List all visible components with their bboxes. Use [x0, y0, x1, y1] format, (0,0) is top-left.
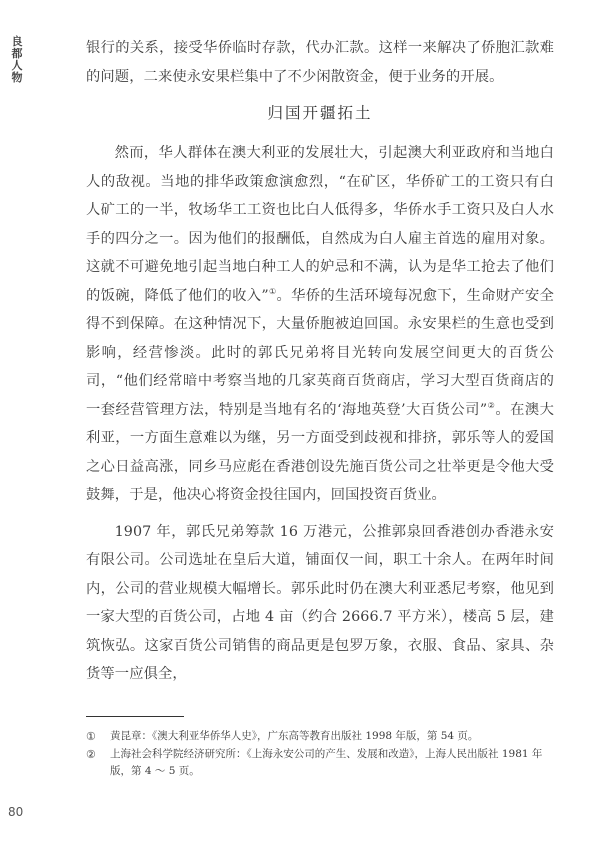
paragraph: 1907 年，郭氏兄弟筹款 16 万港元，公推郭泉回香港创办香港永安有限公司。公司选址在皇后大道，铺面仅一间，职工十余人。在两年时间内，公司的营业规模大幅增长。郭乐此时仍在澳大利亚悉尼考察，他见到一家大型的百货公司，占地 4 亩（约合 2666.7 平方米），楼高 5 层，建筑恢弘。这家百货公司销售的商品更是包罗万象，衣服、食品、家具、杂货等一应俱全， [86, 523, 554, 682]
running-head: 良都人物 [11, 35, 23, 84]
paragraph-text: 。华侨的生活环境每况愈下，生命财产安全得不到保障。在这种情况下，大量侨胞被迫回国。永安果栏的生意也受到影响，经营惨淡。此时的郭氏兄弟将目光转向发展空间更大的百货公司，“他们经常暗中考察当地的几家英商百货商店，学习大型百货商店的一套经营管理方法，特别是当地有名的‘海地英登’大百货公司” [86, 287, 554, 418]
footnote-1 [86, 728, 552, 745]
paragraph-text: 然而，华人群体在澳大利亚的发展壮大，引起澳大利亚政府和当地白人的敌视。当地的排华政策愈演愈烈，“在矿区，华侨矿工的工资只有白人矿工的一半，牧场华工工资也比白人低得多，华侨水手工资只及白人水手的四分之一。因为他们的报酬低，自然成为白人雇主首选的雇用对象。这就不可避免地引起当地白种工人的妒忌和不满，认为是华工抢去了他们的饭碗，降低了他们的收入” [86, 145, 554, 304]
footnotes [86, 728, 552, 781]
body-text [86, 34, 554, 689]
page-number: 80 [8, 805, 24, 819]
paragraph [86, 139, 554, 510]
footnote-divider [86, 716, 184, 717]
paragraph-text: 。在澳大利亚，一方面生意难以为继，另一方面受到歧视和排挤，郭乐等人的爱国之心日益高涨，同乡马应彪在香港创设先施百货公司之壮举更是令他大受鼓舞，于是，他决心将资金投往国内，回国投资百货业。 [86, 401, 555, 503]
footnote-2 [86, 746, 552, 780]
paragraph-continuation: 银行的关系，接受华侨临时存款，代办汇款。这样一来解决了侨胞汇款难的问题，二来使永安果栏集中了不少闲散资金，便于业务的开展。 [86, 40, 554, 85]
footnote-reference-1[interactable]: ① [268, 286, 277, 296]
footnote-marker: ① [86, 730, 96, 743]
footnote-text: 上海社会科学院经济研究所：《上海永安公司的产生、发展和改造》，上海人民出版社 1981 年版，第 4 ～ 5 页。 [110, 748, 543, 777]
footnote-text: 黄昆章：《澳大利亚华侨华人史》，广东高等教育出版社 1998 年版，第 54 页。 [110, 730, 479, 742]
footnote-marker: ② [86, 748, 96, 761]
section-heading: 归国开疆拓土 [267, 104, 373, 122]
footnote-reference-2[interactable]: ② [487, 400, 496, 410]
